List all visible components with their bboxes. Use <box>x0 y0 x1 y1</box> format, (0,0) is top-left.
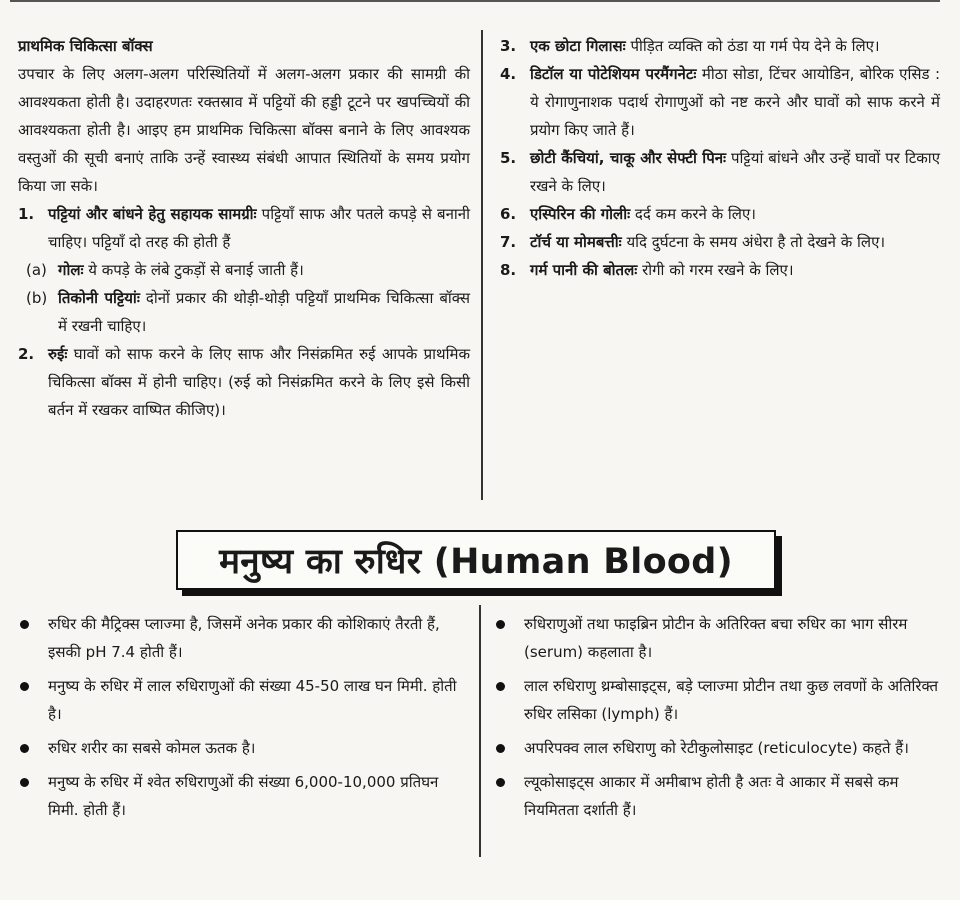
sub-title: गोलः <box>58 261 84 279</box>
sub-title: तिकोनी पट्टियांः <box>58 289 140 307</box>
sub-marker: (a) <box>26 261 47 279</box>
item-text: पट्टियां बांधने और उन्हें घावों पर टिकाए रखने के लिए। <box>530 149 940 195</box>
bullet-text: लाल रुधिराणु थ्रम्बोसाइट्स, बड़े प्लाज्मा प्रोटीन तथा कुछ लवणों के अतिरिक्त रुधिर लसिका (lymph) हैं। <box>524 677 939 723</box>
item-title: पट्टियां और बांधने हेतु सहायक सामग्रीः <box>48 205 257 223</box>
sub-text: ये कपड़े के लंबे टुकड़ों से बनाई जाती हैं। <box>83 261 304 279</box>
bullet-item <box>492 734 940 762</box>
item-title: गर्म पानी की बोतलः <box>530 261 638 279</box>
section-heading: प्राथमिक चिकित्सा बॉक्स <box>18 37 153 55</box>
item-title: एक छोटा गिलासः <box>530 37 626 55</box>
item-number: 1. <box>18 205 35 223</box>
bullet-item <box>492 610 940 666</box>
item-text: पट्टियाँ साफ और पतले कपड़े से बनानी चाहिए। पट्टियाँ दो तरह की होती हैं <box>48 205 471 251</box>
item-text: घावों को साफ करने के लिए साफ और निसंक्रमित रुई आपके प्राथमिक चिकित्सा बॉक्स में होनी चाहिए। (रुई को निसंक्रमित करने के लिए इसे किसी बर्तन में रखकर वाष्पित कीजिए)। <box>48 345 470 419</box>
list-item <box>500 256 940 284</box>
bullet-dot-icon <box>20 682 29 691</box>
sub-list-item <box>18 284 470 340</box>
item-number: 8. <box>500 261 517 279</box>
item-number: 7. <box>500 233 517 251</box>
column-divider <box>481 30 483 500</box>
bullet-item <box>492 672 940 728</box>
sub-text: दोनों प्रकार की थोड़ी-थोड़ी पट्टियाँ प्राथमिक चिकित्सा बॉक्स में रखनी चाहिए। <box>58 289 470 335</box>
bullet-item <box>16 768 466 824</box>
list-item <box>500 228 940 256</box>
bullet-text: ल्यूकोसाइट्स आकार में अमीबाभ होती है अतः वे आकार में सबसे कम नियमितता दर्शाती हैं। <box>524 773 899 819</box>
bullet-item <box>16 672 466 728</box>
list-item <box>500 200 940 228</box>
bullet-dot-icon <box>496 778 505 787</box>
item-number: 6. <box>500 205 517 223</box>
bullet-text: मनुष्य के रुधिर में लाल रुधिराणुओं की संख्या 45-50 लाख घन मिमी. होती है। <box>48 677 457 723</box>
list-item <box>18 200 470 256</box>
item-title: रुईः <box>48 345 68 363</box>
bullet-dot-icon <box>496 620 505 629</box>
section-title-box <box>176 530 776 590</box>
list-item <box>500 32 940 60</box>
blood-right-column <box>492 610 940 830</box>
list-item <box>500 60 940 144</box>
bullet-dot-icon <box>20 620 29 629</box>
list-item <box>18 340 470 424</box>
bullet-dot-icon <box>20 744 29 753</box>
item-text: यदि दुर्घटना के समय अंधेरा है तो देखने के लिए। <box>621 233 886 251</box>
item-title: छोटी कैंचियां, चाकू और सेफ्टी पिनः <box>530 149 727 167</box>
item-number: 3. <box>500 37 517 55</box>
item-text: दर्द कम करने के लिए। <box>630 205 756 223</box>
bullet-item <box>16 734 466 762</box>
sub-marker: (b) <box>26 289 48 307</box>
item-text: मीठा सोडा, टिंचर आयोडिन, बोरिक एसिड : ये रोगाणुनाशक पदार्थ रोगाणुओं को नष्ट करने और घावों को साफ करने में प्रयोग किए जाते हैं। <box>530 65 940 139</box>
list-item <box>500 144 940 200</box>
sub-list-item <box>18 256 470 284</box>
bullet-dot-icon <box>20 778 29 787</box>
item-number: 5. <box>500 149 517 167</box>
bullet-dot-icon <box>496 682 505 691</box>
bullet-item <box>492 768 940 824</box>
item-title: टॉर्च या मोमबत्तीः <box>530 233 622 251</box>
intro-paragraph: उपचार के लिए अलग-अलग परिस्थितियों में अलग-अलग प्रकार की सामग्री की आवश्यकता होती है। उदाहरणतः रक्तस्राव में पट्टियों की हड्डी टूटने पर खपच्चियों की आवश्यकता होती है। आइए हम प्राथमिक चिकित्सा बॉक्स बनाने के लिए आवश्यक वस्तुओं की सूची बनाएं ताकि उन्हें स्वास्थ्य संबंधी आपात स्थितियों के समय प्रयोग किया जा सके। <box>18 65 470 195</box>
item-text: रोगी को गरम रखने के लिए। <box>637 261 794 279</box>
bullet-dot-icon <box>496 744 505 753</box>
section-title: मनुष्य का रुधिर (Human Blood) <box>219 541 733 582</box>
blood-left-column <box>16 610 466 830</box>
item-title: एस्पिरिन की गोलीः <box>530 205 631 223</box>
first-aid-right-column <box>500 32 940 284</box>
item-title: डिटॉल या पोटेशियम परमैंगनेटः <box>530 65 697 83</box>
column-divider <box>479 605 481 857</box>
item-text: पीड़ित व्यक्ति को ठंडा या गर्म पेय देने के लिए। <box>625 37 880 55</box>
bullet-item <box>16 610 466 666</box>
bullet-text: रुधिर की मैट्रिक्स प्लाज्मा है, जिसमें अनेक प्रकार की कोशिकाएं तैरती हैं, इसकी pH 7.4 होती हैं। <box>48 615 440 661</box>
bullet-text: रुधिराणुओं तथा फाइब्रिन प्रोटीन के अतिरिक्त बचा रुधिर का भाग सीरम (serum) कहलाता है। <box>524 615 908 661</box>
bullet-text: अपरिपक्व लाल रुधिराणु को रेटीकुलोसाइट (reticulocyte) कहते हैं। <box>524 739 909 757</box>
bullet-text: मनुष्य के रुधिर में श्वेत रुधिराणुओं की संख्या 6,000-10,000 प्रतिघन मिमी. होती हैं। <box>48 773 439 819</box>
top-rule <box>10 0 940 2</box>
item-number: 4. <box>500 65 517 83</box>
bullet-text: रुधिर शरीर का सबसे कोमल ऊतक है। <box>48 739 256 757</box>
first-aid-left-column <box>18 32 470 424</box>
item-number: 2. <box>18 345 35 363</box>
